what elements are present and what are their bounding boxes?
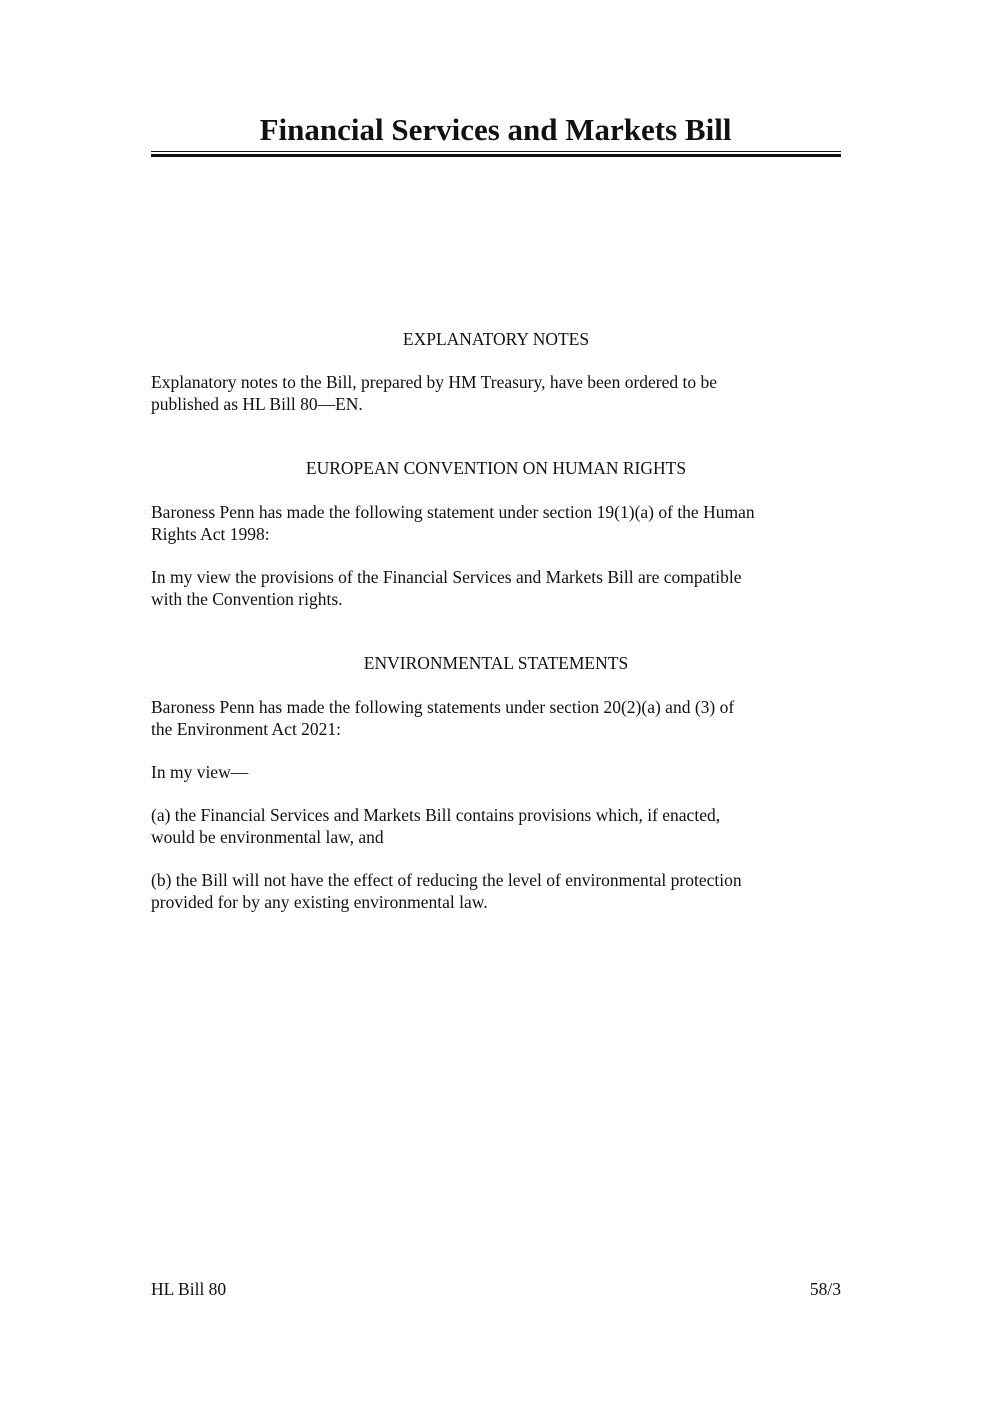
text-line: (b) the Bill will not have the effect of reducing the level of environmental protection [151, 870, 742, 890]
text-line: Baroness Penn has made the following statements under section 20(2)(a) and (3) of [151, 697, 735, 717]
paragraph-echr-statement [151, 501, 871, 545]
text-line: the Environment Act 2021: [151, 719, 342, 739]
title-rule-thick [151, 154, 841, 157]
paragraph-explanatory-notes [151, 371, 871, 415]
paragraph-echr-view [151, 566, 871, 610]
text-line: with the Convention rights. [151, 589, 343, 609]
document-title: Financial Services and Markets Bill [259, 112, 732, 147]
heading-echr: EUROPEAN CONVENTION ON HUMAN RIGHTS [305, 458, 687, 478]
paragraph-environmental-statement [151, 696, 871, 740]
heading-explanatory-notes: EXPLANATORY NOTES [402, 329, 590, 349]
text-line: published as HL Bill 80—EN. [151, 394, 363, 414]
text-line: In my view the provisions of the Financial Services and Markets Bill are compatible [151, 567, 742, 587]
heading-environmental: ENVIRONMENTAL STATEMENTS [363, 653, 629, 673]
text-line: (a) the Financial Services and Markets Bill contains provisions which, if enacted, [151, 805, 721, 825]
text-line: Rights Act 1998: [151, 524, 270, 544]
text-line: Baroness Penn has made the following statement under section 19(1)(a) of the Human [151, 502, 755, 522]
paragraph-item-a [151, 804, 871, 848]
title-rule-thin [151, 151, 841, 152]
text-line: would be environmental law, and [151, 827, 384, 847]
footer-page-ref: 58/3 [809, 1279, 841, 1299]
text-line: Explanatory notes to the Bill, prepared by HM Treasury, have been ordered to be [151, 372, 718, 392]
paragraph-item-b [151, 869, 871, 913]
text-line: provided for by any existing environmental law. [151, 892, 488, 912]
paragraph-in-my-view [151, 761, 871, 783]
footer-bill-number: HL Bill 80 [151, 1279, 227, 1299]
text-line: In my view— [151, 762, 249, 782]
